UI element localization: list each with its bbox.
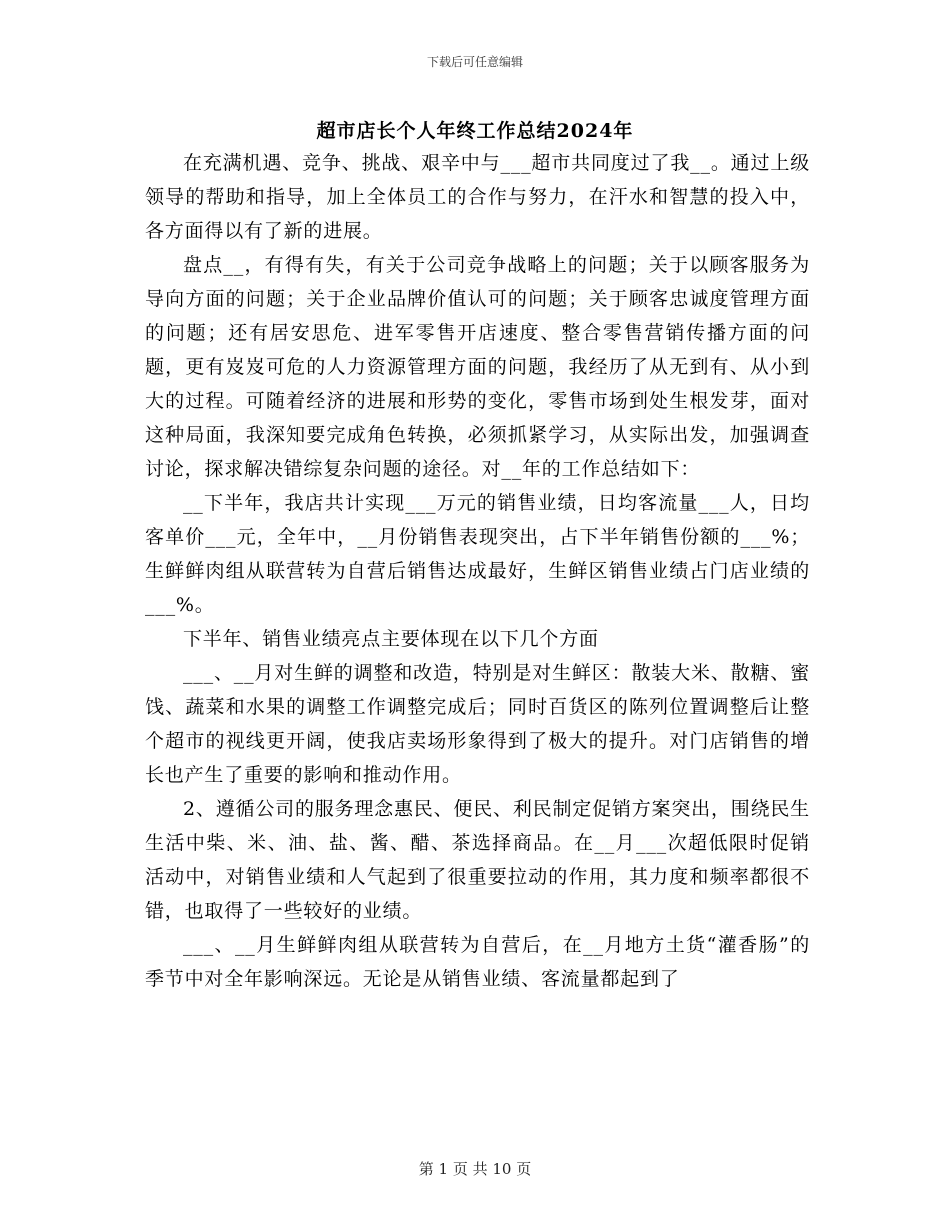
document-body [145, 146, 810, 996]
document-title: 超市店长个人年终工作总结2024年 [316, 120, 634, 142]
header-note: 下载后可任意编辑 [426, 55, 523, 69]
paragraph-4: 下半年、销售业绩亮点主要体现在以下几个方面 [183, 628, 599, 650]
paragraph-5: ___、__月对生鲜的调整和改造，特别是对生鲜区：散装大米、散糖、蜜饯、蔬菜和水果的调整工作调整完成后；同时百货区的陈列位置调整后让整个超市的视线更开阔，使我店卖场形象得到了极大的提升。对门店销售的增长也产生了重要的影响和推动作用。 [145, 662, 810, 786]
page-footer: 第 1 页 共 10 页 [418, 1160, 532, 1178]
paragraph-1: 在充满机遇、竞争、挑战、艰辛中与___超市共同度过了我__。通过上级领导的帮助和指导，加上全体员工的合作与努力，在汗水和智慧的投入中，各方面得以有了新的进展。 [145, 152, 810, 242]
paragraph-2: 盘点__，有得有失，有关于公司竞争战略上的问题；关于以顾客服务为导向方面的问题；关于企业品牌价值认可的问题；关于顾客忠诚度管理方面的问题；还有居安思危、进军零售开店速度、整合零售营销传播方面的问题，更有岌岌可危的人力资源管理方面的问题，我经历了从无到有、从小到大的过程。可随着经济的进展和形势的变化，零售市场到处生根发芽，面对这种局面，我深知要完成角色转换，必须抓紧学习，从实际出发，加强调查讨论，探求解决错综复杂问题的途径。对__年的工作总结如下： [145, 254, 810, 480]
paragraph-6: 2、遵循公司的服务理念惠民、便民、利民制定促销方案突出，围绕民生生活中柴、米、油、盐、酱、醋、茶选择商品。在__月___次超低限时促销活动中，对销售业绩和人气起到了很重要拉动的作用，其力度和频率都很不错，也取得了一些较好的业绩。 [145, 798, 810, 922]
paragraph-7: ___、__月生鲜鲜肉组从联营转为自营后，在__月地方土货“灌香肠”的季节中对全年影响深远。无论是从销售业绩、客流量都起到了 [145, 934, 810, 990]
paragraph-3: __下半年，我店共计实现___万元的销售业绩，日均客流量___人，日均客单价___元，全年中，__月份销售表现突出，占下半年销售份额的___%；生鲜鲜肉组从联营转为自营后销售达成最好，生鲜区销售业绩占门店业绩的___%。 [145, 492, 810, 616]
